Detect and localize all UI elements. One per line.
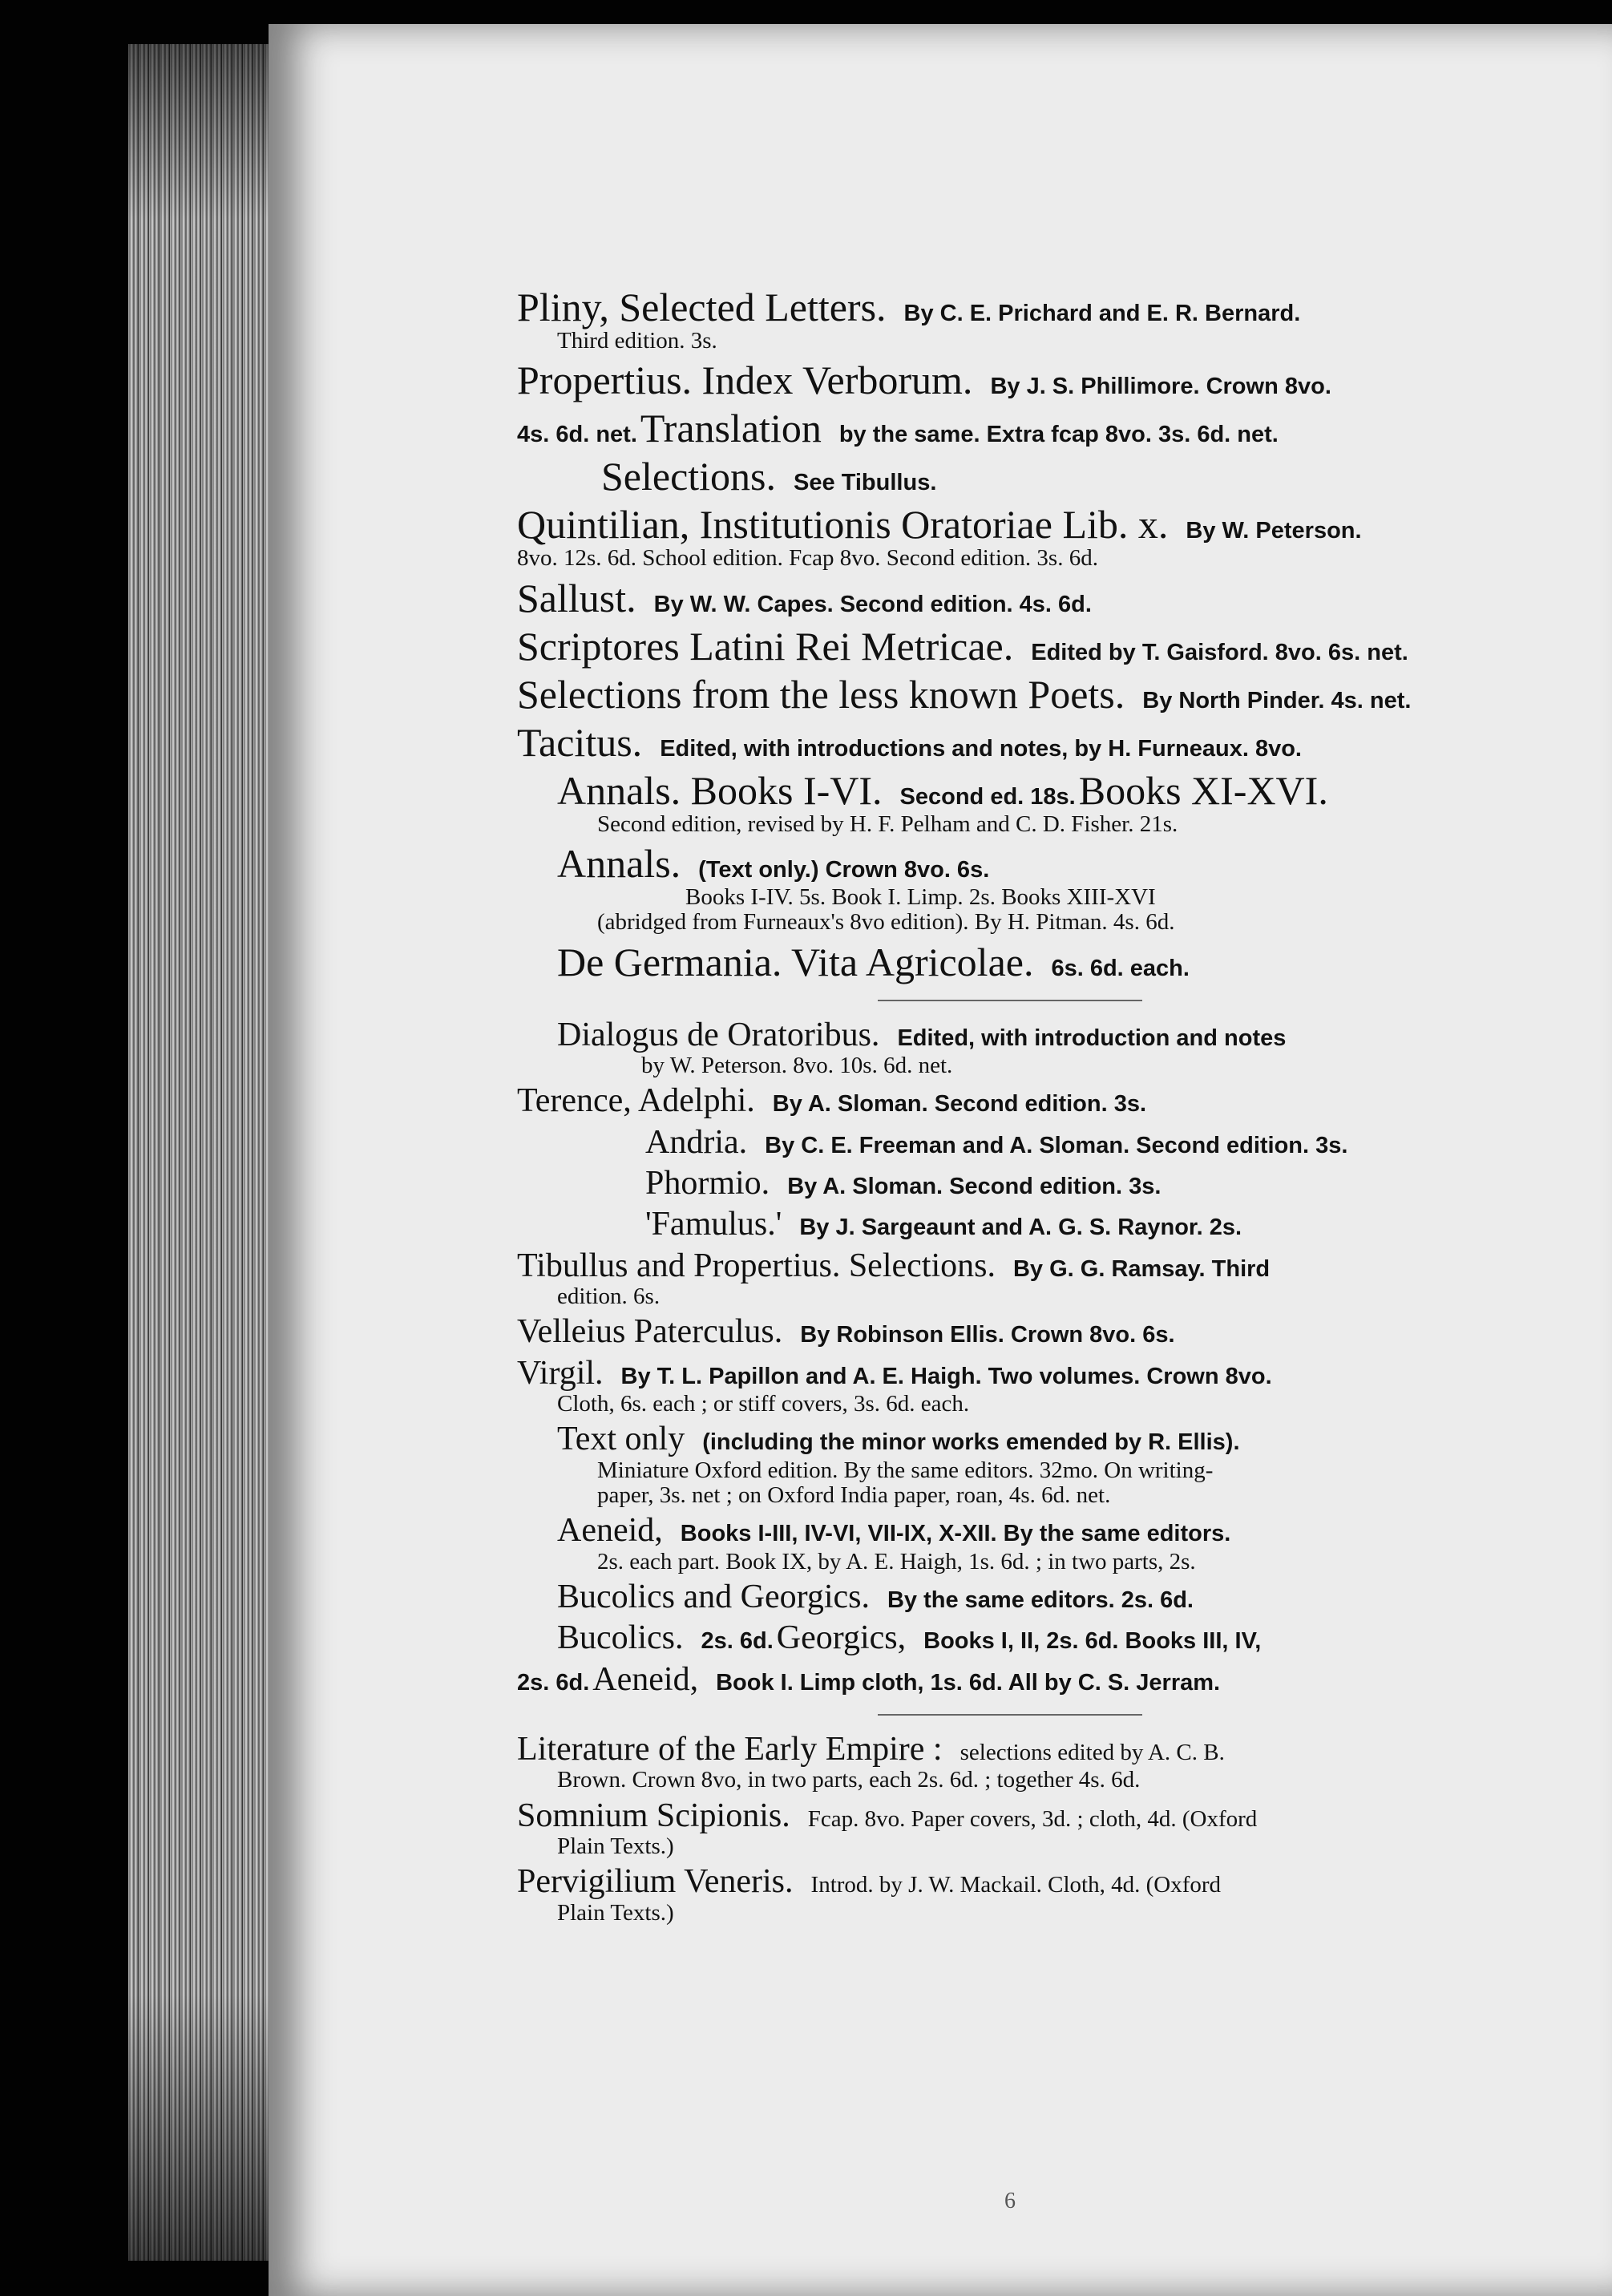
catalogue-entry	[557, 1620, 1511, 1656]
entry-text: Edited, with introductions and notes, by H. Furneaux. 8vo.	[660, 735, 1302, 762]
entry-text: Books I-III, IV-VI, VII-IX, X-XII. By the same editors.	[680, 1521, 1231, 1547]
entry-title: Bucolics.	[557, 1619, 684, 1657]
entry-continuation: paper, 3s. net ; on Oxford India paper, roan, 4s. 6d. net.	[597, 1482, 1111, 1509]
entry-title: Selections from the less known Poets.	[517, 671, 1125, 717]
entry-title: Annals.	[557, 840, 681, 886]
catalogue-entry	[517, 1732, 1511, 1793]
entry-text: By T. L. Papillon and A. E. Haigh. Two volumes. Crown 8vo.	[620, 1363, 1272, 1389]
catalogue-entry	[517, 1798, 1511, 1860]
catalogue-entry	[557, 1579, 1511, 1615]
catalogue-entry	[517, 673, 1511, 716]
catalogue-entry	[517, 576, 1511, 620]
entry-title: Terence, Adelphi.	[517, 1082, 755, 1120]
entry-title: Andria.	[645, 1123, 748, 1161]
entry-continuation: 2s. 6d.	[517, 1669, 590, 1696]
page-number: 6	[1004, 2189, 1016, 2213]
entry-text: See Tibullus.	[794, 470, 937, 496]
catalogue-entry	[517, 1248, 1511, 1310]
entry-title: Dialogus de Oratoribus.	[557, 1016, 880, 1053]
entry-title: Phormio.	[645, 1164, 770, 1202]
entry-text: By North Pinder. 4s. net.	[1142, 687, 1412, 713]
entry-title: Tacitus.	[517, 719, 643, 765]
catalogue-entry	[517, 358, 1511, 402]
entry-continuation: Brown. Crown 8vo, in two parts, each 2s. 6d. ; together 4s. 6d.	[557, 1767, 1141, 1793]
entry-text: Introd. by J. W. Mackail. Cloth, 4d. (Oxford	[810, 1872, 1222, 1898]
entry-continuation: Books I-IV. 5s. Book I. Limp. 2s. Books XIII-XVI	[685, 883, 1156, 910]
entry-text: By W. W. Capes. Second edition. 4s. 6d.	[653, 591, 1092, 617]
catalogue-entry	[557, 1421, 1511, 1508]
entry-text: Edited, with introduction and notes	[897, 1025, 1287, 1051]
entry-text: By C. E. Freeman and A. Sloman. Second edition. 3s.	[765, 1132, 1348, 1158]
entry-text: Edited by T. Gaisford. 8vo. 6s. net.	[1031, 639, 1408, 665]
entry-continuation: by W. Peterson. 8vo. 10s. 6d. net.	[641, 1052, 953, 1078]
entry-continuation: 4s. 6d. net.	[517, 422, 637, 448]
entry-title: Sallust.	[517, 575, 636, 620]
entry-text: By G. G. Ramsay. Third	[1012, 1255, 1271, 1282]
entry-title: Georgics,	[776, 1619, 907, 1657]
entry-text: 6s. 6d. each.	[1051, 955, 1190, 981]
entry-text: Fcap. 8vo. Paper covers, 3d. ; cloth, 4d. (Oxford	[807, 1805, 1258, 1832]
entry-text: selections edited by A. C. B.	[960, 1740, 1225, 1766]
entry-continuation: 2s. each part. Book IX, by A. E. Haigh, 1s. 6d. ; in two parts, 2s.	[597, 1548, 1196, 1574]
entry-continuation: Plain Texts.)	[557, 1899, 674, 1926]
entry-title: Quintilian, Institutionis Oratoriae Lib. x.	[517, 502, 1169, 548]
catalogue-list	[517, 281, 1511, 1926]
entry-title: De Germania. Vita Agricolae.	[557, 939, 1034, 984]
catalogue-entry	[645, 1166, 1511, 1202]
entry-continuation: (abridged from Furneaux's 8vo edition). By H. Pitman. 4s. 6d.	[597, 909, 1175, 936]
entry-title: Pliny, Selected Letters.	[517, 285, 887, 329]
entry-title: Literature of the Early Empire :	[517, 1731, 943, 1768]
entry-continuation: 8vo. 12s. 6d. School edition. Fcap 8vo. Second edition. 3s. 6d.	[517, 545, 1098, 572]
entry-title: Somnium Scipionis.	[517, 1797, 790, 1834]
entry-text: (including the minor works emended by R. Ellis).	[702, 1429, 1240, 1456]
entry-text: (Text only.) Crown 8vo. 6s.	[698, 856, 990, 883]
entry-text: by the same. Extra fcap 8vo. 3s. 6d. net.	[838, 422, 1279, 448]
catalogue-entry	[557, 1513, 1511, 1574]
entry-continuation: Cloth, 6s. each ; or stiff covers, 3s. 6d. each.	[557, 1391, 970, 1417]
entry-text: 2s. 6d.	[701, 1628, 774, 1655]
entry-title: Virgil.	[517, 1354, 604, 1392]
catalogue-entry	[517, 1356, 1511, 1417]
catalogue-entry	[645, 1125, 1511, 1161]
catalogue-entry	[517, 503, 1511, 571]
entry-title: Scriptores Latini Rei Metricae.	[517, 623, 1014, 669]
section-rule	[878, 1714, 1142, 1716]
entry-title: Translation	[640, 406, 822, 451]
entry-title: Velleius Paterculus.	[517, 1313, 783, 1351]
catalogue-entry	[517, 1662, 1511, 1698]
entry-continuation: edition. 6s.	[557, 1283, 661, 1310]
catalogue-entry	[517, 1083, 1511, 1119]
entry-title: Aeneid,	[592, 1660, 699, 1698]
entry-text: Book I. Limp cloth, 1s. 6d. All by C. S. Jerram.	[716, 1669, 1221, 1696]
entry-title: Pervigilium Veneris.	[517, 1863, 794, 1901]
entry-text: By W. Peterson.	[1186, 518, 1362, 544]
catalogue-entry	[557, 842, 1511, 936]
catalogue-entry	[557, 769, 1511, 837]
catalogue-entry	[517, 406, 1511, 450]
entry-title: Aeneid,	[557, 1512, 663, 1550]
entry-text: Second ed. 18s.	[899, 783, 1076, 810]
entry-title: Tibullus and Propertius. Selections.	[517, 1247, 996, 1284]
entry-text: By C. E. Prichard and E. R. Bernard.	[903, 301, 1301, 326]
catalogue-entry	[517, 285, 1511, 354]
entry-title: Text only	[557, 1421, 685, 1458]
section-rule	[878, 1000, 1142, 1001]
entry-text: By A. Sloman. Second edition. 3s.	[787, 1173, 1162, 1199]
entry-title: Selections.	[601, 454, 777, 499]
entry-title: Bucolics and Georgics.	[557, 1578, 870, 1616]
entry-text: By Robinson Ellis. Crown 8vo. 6s.	[800, 1322, 1175, 1348]
catalogue-entry	[557, 1017, 1511, 1079]
entry-title: Books XI-XVI.	[1078, 767, 1328, 813]
entry-text: By J. Sargeaunt and A. G. S. Raynor. 2s.	[799, 1215, 1242, 1241]
catalogue-entry	[601, 455, 1511, 498]
entry-continuation: Plain Texts.)	[557, 1833, 674, 1860]
entry-text: By A. Sloman. Second edition. 3s.	[772, 1091, 1147, 1118]
entry-text: By the same editors. 2s. 6d.	[887, 1587, 1194, 1614]
entry-continuation: Third edition. 3s.	[557, 328, 717, 354]
catalogue-entry	[645, 1207, 1511, 1243]
entry-title: Propertius. Index Verborum.	[517, 358, 973, 403]
entry-continuation: Miniature Oxford edition. By the same editors. 32mo. On writing-	[597, 1457, 1214, 1483]
entry-text: By J. S. Phillimore. Crown 8vo.	[990, 374, 1331, 400]
catalogue-entry	[557, 940, 1511, 984]
catalogue-entry	[517, 1864, 1511, 1926]
entry-text: Books I, II, 2s. 6d. Books III, IV,	[923, 1628, 1262, 1655]
entry-continuation: Second edition, revised by H. F. Pelham and C. D. Fisher. 21s.	[597, 810, 1178, 837]
entry-title: 'Famulus.'	[645, 1206, 782, 1243]
catalogue-entry	[517, 721, 1511, 764]
entry-title: Annals. Books I-VI.	[557, 767, 883, 813]
catalogue-entry	[517, 625, 1511, 668]
catalogue-entry	[517, 1314, 1511, 1350]
